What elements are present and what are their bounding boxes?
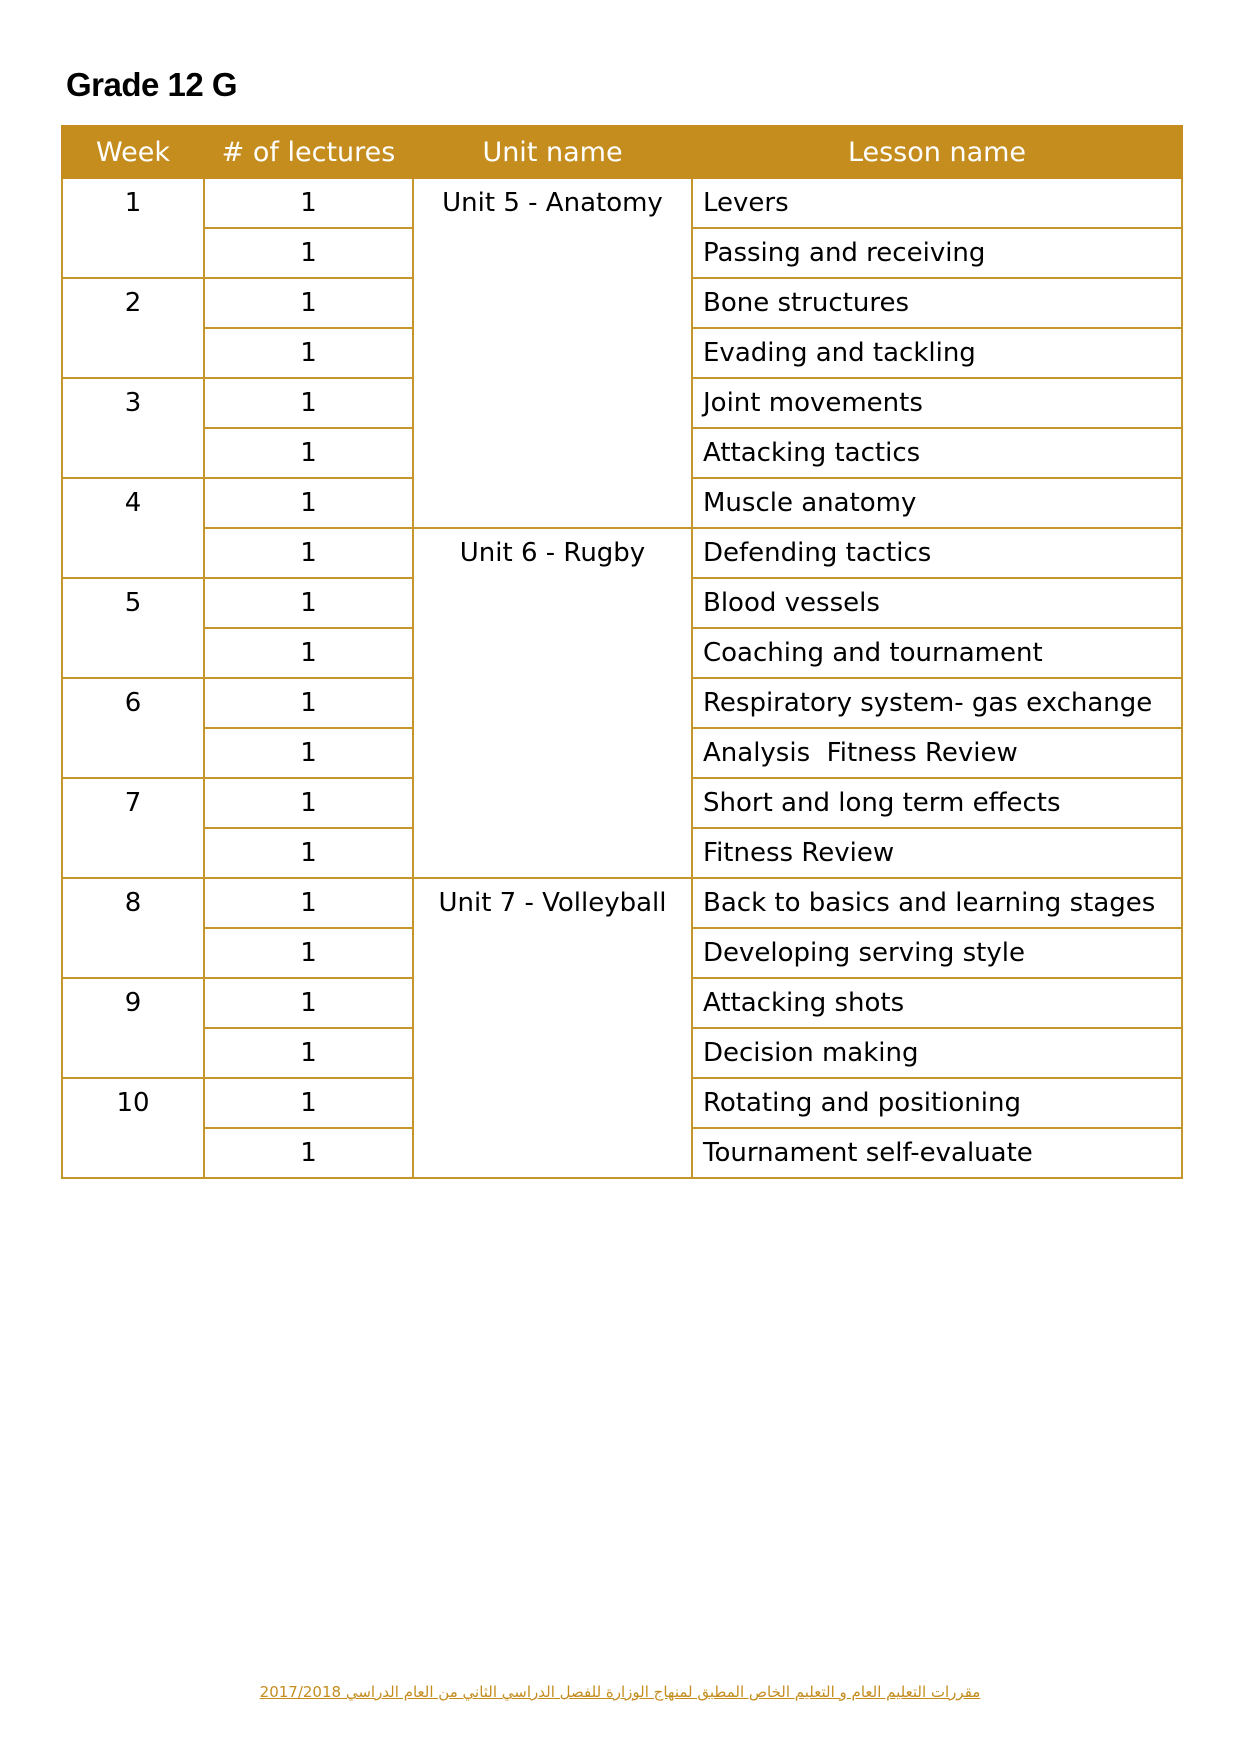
lesson-cell: Short and long term effects bbox=[692, 778, 1182, 828]
table-row bbox=[62, 528, 1182, 578]
lectures-cell: 1 bbox=[204, 328, 413, 378]
week-cell: 4 bbox=[62, 478, 204, 578]
week-cell: 1 bbox=[62, 178, 204, 278]
unit-cell: Unit 6 - Rugby bbox=[413, 528, 692, 878]
lectures-cell: 1 bbox=[204, 228, 413, 278]
table-row bbox=[62, 878, 1182, 928]
lesson-cell: Developing serving style bbox=[692, 928, 1182, 978]
lectures-cell: 1 bbox=[204, 478, 413, 528]
lectures-cell: 1 bbox=[204, 678, 413, 728]
footer-note: مقررات التعليم العام و التعليم الخاص المطبق لمنهاج الوزارة للفصل الدراسي الثاني من العام الدراسي 2017/2018 bbox=[259, 1683, 981, 1701]
week-cell: 7 bbox=[62, 778, 204, 878]
lesson-cell: Analysis Fitness Review bbox=[692, 728, 1182, 778]
unit-cell: Unit 5 - Anatomy bbox=[413, 178, 692, 528]
lesson-cell: Attacking shots bbox=[692, 978, 1182, 1028]
lesson-cell: Levers bbox=[692, 178, 1182, 228]
lectures-cell: 1 bbox=[204, 778, 413, 828]
lesson-cell: Back to basics and learning stages bbox=[692, 878, 1182, 928]
week-cell: 8 bbox=[62, 878, 204, 978]
lesson-cell: Passing and receiving bbox=[692, 228, 1182, 278]
lectures-cell: 1 bbox=[204, 628, 413, 678]
lesson-cell: Blood vessels bbox=[692, 578, 1182, 628]
lectures-cell: 1 bbox=[204, 828, 413, 878]
week-cell: 3 bbox=[62, 378, 204, 478]
week-cell: 6 bbox=[62, 678, 204, 778]
lectures-cell: 1 bbox=[204, 1028, 413, 1078]
lectures-cell: 1 bbox=[204, 578, 413, 628]
unit-cell: Unit 7 - Volleyball bbox=[413, 878, 692, 1178]
week-cell: 2 bbox=[62, 278, 204, 378]
lesson-cell: Bone structures bbox=[692, 278, 1182, 328]
header-lectures: # of lectures bbox=[204, 126, 413, 178]
lectures-cell: 1 bbox=[204, 928, 413, 978]
lesson-cell: Rotating and positioning bbox=[692, 1078, 1182, 1128]
week-cell: 10 bbox=[62, 1078, 204, 1178]
week-cell: 5 bbox=[62, 578, 204, 678]
lectures-cell: 1 bbox=[204, 978, 413, 1028]
lectures-cell: 1 bbox=[204, 528, 413, 578]
lesson-cell: Tournament self-evaluate bbox=[692, 1128, 1182, 1178]
lectures-cell: 1 bbox=[204, 728, 413, 778]
lesson-cell: Muscle anatomy bbox=[692, 478, 1182, 528]
table-row bbox=[62, 178, 1182, 228]
header-unit: Unit name bbox=[413, 126, 692, 178]
lesson-cell: Coaching and tournament bbox=[692, 628, 1182, 678]
header-week: Week bbox=[62, 126, 204, 178]
lectures-cell: 1 bbox=[204, 428, 413, 478]
lectures-cell: 1 bbox=[204, 378, 413, 428]
lesson-cell: Evading and tackling bbox=[692, 328, 1182, 378]
lesson-cell: Attacking tactics bbox=[692, 428, 1182, 478]
week-cell: 9 bbox=[62, 978, 204, 1078]
header-lesson: Lesson name bbox=[692, 126, 1182, 178]
lesson-cell: Joint movements bbox=[692, 378, 1182, 428]
page-title: Grade 12 G bbox=[66, 66, 238, 103]
lesson-cell: Defending tactics bbox=[692, 528, 1182, 578]
lectures-cell: 1 bbox=[204, 278, 413, 328]
lectures-cell: 1 bbox=[204, 878, 413, 928]
lesson-cell: Respiratory system- gas exchange bbox=[692, 678, 1182, 728]
lectures-cell: 1 bbox=[204, 1078, 413, 1128]
lesson-cell: Fitness Review bbox=[692, 828, 1182, 878]
lectures-cell: 1 bbox=[204, 1128, 413, 1178]
lectures-cell: 1 bbox=[204, 178, 413, 228]
lesson-cell: Decision making bbox=[692, 1028, 1182, 1078]
schedule-table bbox=[61, 125, 1183, 1179]
header-row bbox=[62, 126, 1182, 178]
